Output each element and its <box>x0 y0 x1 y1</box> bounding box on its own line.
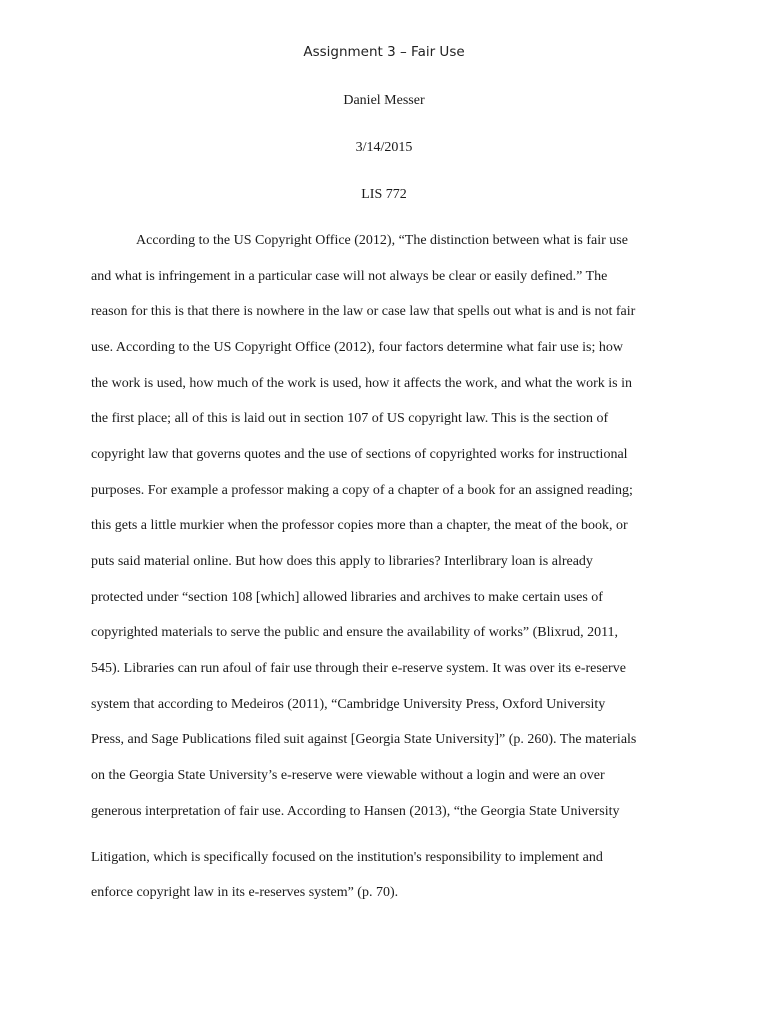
body-line: the work is used, how much of the work is used, how it affects the work, and what the work is in <box>91 376 632 391</box>
body-line: reason for this is that there is nowhere in the law or case law that spells out what is and is not fair <box>91 304 636 319</box>
document-date: 3/14/2015 <box>355 140 413 155</box>
body-line: copyright law that governs quotes and the use of sections of copyrighted works for instructional <box>91 447 628 462</box>
body-line: 545). Libraries can run afoul of fair use through their e-reserve system. It was over its e-reserve <box>91 661 626 676</box>
body-line: use. According to the US Copyright Office (2012), four factors determine what fair use is; how <box>91 340 623 355</box>
body-line: enforce copyright law in its e-reserves system” (p. 70). <box>91 885 399 900</box>
body-line: system that according to Medeiros (2011), “Cambridge University Press, Oxford University <box>91 697 606 712</box>
body-line: protected under “section 108 [which] allowed libraries and archives to make certain uses of <box>91 590 603 605</box>
author-name: Daniel Messer <box>343 93 425 108</box>
body-line: puts said material online. But how does this apply to libraries? Interlibrary loan is already <box>91 554 593 569</box>
body-line: on the Georgia State University’s e-reserve were viewable without a login and were an over <box>91 768 605 783</box>
body-line: copyrighted materials to serve the public and ensure the availability of works” (Blixrud, 2011, <box>91 625 619 640</box>
body-line: Litigation, which is specifically focused on the institution's responsibility to implement and <box>91 850 603 865</box>
body-line: this gets a little murkier when the professor copies more than a chapter, the meat of the book, or <box>91 518 628 533</box>
body-line: the first place; all of this is laid out in section 107 of US copyright law. This is the section of <box>91 411 609 426</box>
body-line: and what is infringement in a particular case will not always be clear or easily defined.” The <box>91 269 608 284</box>
document-title: Assignment 3 – Fair Use <box>303 44 465 60</box>
body-line: According to the US Copyright Office (2012), “The distinction between what is fair use <box>136 233 628 248</box>
body-line: generous interpretation of fair use. According to Hansen (2013), “the Georgia State University <box>91 804 620 819</box>
body-line: Press, and Sage Publications filed suit against [Georgia State University]” (p. 260). The materials <box>91 732 637 747</box>
body-line: purposes. For example a professor making a copy of a chapter of a book for an assigned reading; <box>91 483 633 498</box>
course-code: LIS 772 <box>361 187 407 202</box>
